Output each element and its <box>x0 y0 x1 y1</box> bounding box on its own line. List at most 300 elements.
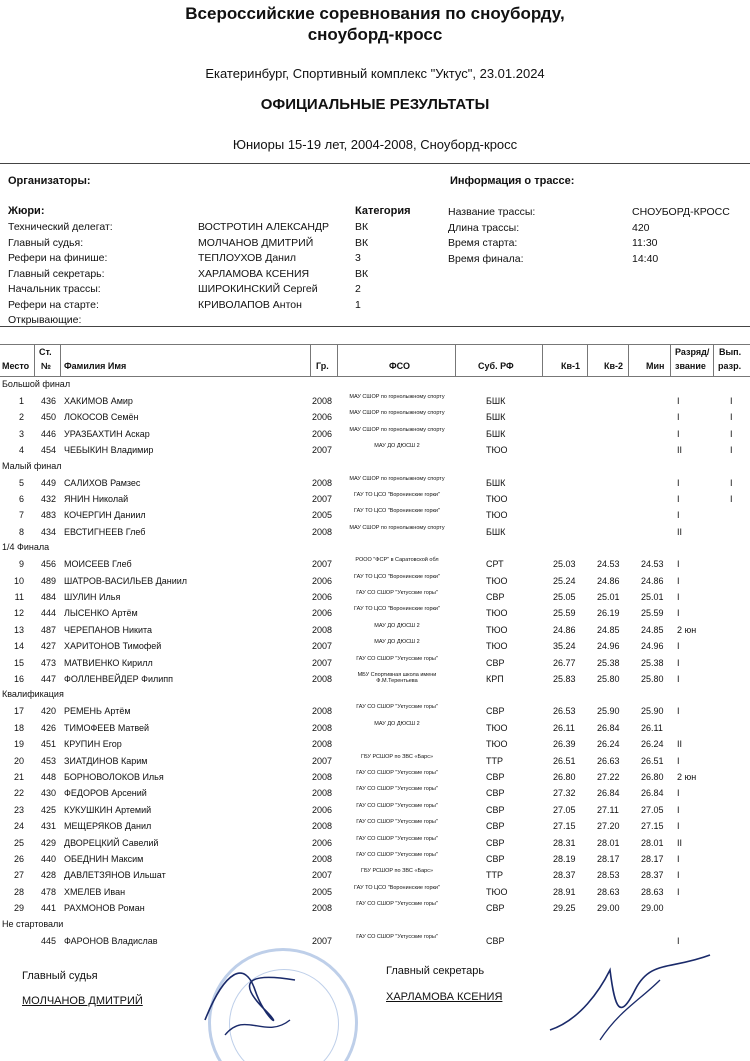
cell-year: 2006 <box>312 837 333 848</box>
cell-q2: 24.53 <box>597 559 620 570</box>
chief-judge-signature <box>195 950 315 1050</box>
cell-fso: ГАУ СО СШОР "Уктусские горы" <box>356 819 438 826</box>
cell-done: I <box>730 428 733 439</box>
cell-place: 2 <box>18 412 24 423</box>
cell-min: 26.84 <box>641 788 664 799</box>
table-row <box>0 867 750 882</box>
cell-bib: 431 <box>40 821 56 832</box>
cell-place: 26 <box>13 854 24 864</box>
cell-fso: ГАУ ТО ЦСО "Воронинские горки" <box>354 492 440 498</box>
cell-q1: 25.24 <box>553 575 576 586</box>
cell-q2: 25.90 <box>597 706 620 717</box>
col-year: Гр. <box>316 361 329 371</box>
cell-done: I <box>730 477 733 488</box>
cell-region: ТЮО <box>486 510 508 521</box>
cell-place: 27 <box>13 870 24 881</box>
cell-year: 2007 <box>312 935 333 946</box>
cell-place: 25 <box>13 837 24 848</box>
cell-q1: 25.05 <box>553 592 576 602</box>
cell-rank: 2 юн <box>677 624 697 635</box>
chief-secretary-label: Главный секретарь <box>386 965 485 977</box>
cell-min: 24.85 <box>641 624 664 635</box>
cell-name: РАХМОНОВ Роман <box>64 903 145 914</box>
cell-name: САЛИХОВ Рамзес <box>64 477 141 488</box>
cell-place: 15 <box>13 657 24 668</box>
cell-rank: I <box>677 788 680 799</box>
cell-min: 28.63 <box>641 886 664 897</box>
cell-q2: 27.22 <box>597 772 620 782</box>
cell-bib: 447 <box>40 674 56 684</box>
jury-name: ВОСТРОТИН АЛЕКСАНДР <box>198 221 330 233</box>
cell-bib: 436 <box>40 396 56 406</box>
cell-name: МОИСЕЕВ Глеб <box>64 559 132 570</box>
cell-done: I <box>730 445 733 456</box>
cell-year: 2008 <box>312 477 333 488</box>
cell-year: 2006 <box>312 428 333 439</box>
cell-fso: МБУ Спортивная школа имени Ф.М.Терентьева <box>357 672 437 684</box>
cell-region: СВР <box>486 788 505 799</box>
cell-year: 2008 <box>312 624 333 635</box>
cell-fso: МАУ СШОР по горнолыжному спорту <box>349 524 445 531</box>
cell-year: 2008 <box>312 739 333 750</box>
cell-fso: ГАУ СО СШОР "Уктусские горы" <box>356 655 438 662</box>
cell-q2: 27.11 <box>597 804 619 815</box>
cell-rank: I <box>677 870 680 881</box>
cell-region: ТТР <box>486 870 503 881</box>
cell-fso: МАУ СШОР по горнолыжному спорту <box>349 410 445 417</box>
table-row <box>0 393 750 408</box>
cell-min: 25.90 <box>641 706 664 717</box>
course-value: СНОУБОРД-КРОСС <box>632 206 730 218</box>
cell-rank: I <box>677 854 680 864</box>
cell-rank: I <box>677 755 680 766</box>
jury-role: Рефери на старте: <box>8 298 99 311</box>
group-label: Не стартовали <box>2 918 64 929</box>
cell-name: КРУПИН Егор <box>64 739 122 750</box>
col-name: Фамилия Имя <box>64 361 127 371</box>
cell-q2: 28.63 <box>597 886 620 897</box>
col-bib-2: № <box>41 361 52 371</box>
cell-rank: I <box>677 510 680 521</box>
cell-done: I <box>730 412 733 423</box>
cell-q1: 25.59 <box>553 608 576 619</box>
cell-name: ХАРИТОНОВ Тимофей <box>64 641 162 652</box>
cell-fso: МАУ СШОР по горнолыжному спорту <box>349 475 445 482</box>
jury-category: ВК <box>355 236 369 249</box>
cell-rank: I <box>677 412 680 423</box>
col-fso: ФСО <box>389 361 410 371</box>
group-label: 1/4 Финала <box>2 542 50 553</box>
cell-fso: ГАУ ТО ЦСО "Воронинские горки" <box>354 884 440 891</box>
jury-name: КРИВОЛАПОВ Антон <box>198 298 302 311</box>
group-label: Малый финал <box>2 460 62 471</box>
course-info-label: Информация о трассе: <box>450 175 575 187</box>
cell-bib: 487 <box>40 624 56 635</box>
cell-year: 2008 <box>312 674 333 684</box>
cell-bib: 449 <box>40 477 56 488</box>
cell-rank: II <box>677 837 683 848</box>
cell-name: ТИМОФЕЕВ Матвей <box>64 722 150 733</box>
cell-min: 24.96 <box>641 641 664 652</box>
table-row <box>0 720 750 735</box>
cell-q1: 29.25 <box>553 903 576 914</box>
cell-region: СВР <box>486 804 505 815</box>
cell-place: 16 <box>13 674 24 684</box>
cell-q1: 26.51 <box>553 755 576 766</box>
table-row <box>0 671 750 686</box>
cell-year: 2007 <box>312 755 333 766</box>
cell-place: 21 <box>13 772 24 782</box>
table-row <box>0 426 750 441</box>
cell-name: ОБЕДНИН Максим <box>64 854 144 864</box>
cell-q1: 26.80 <box>553 772 576 782</box>
cell-year: 2008 <box>312 706 333 717</box>
cell-region: СВР <box>486 935 505 946</box>
cell-fso: МАУ ДО ДЮСШ 2 <box>374 622 420 629</box>
cell-min: 28.37 <box>641 870 664 881</box>
cell-bib: 425 <box>40 804 56 815</box>
cell-bib: 450 <box>40 412 56 423</box>
cell-q2: 25.01 <box>597 592 620 602</box>
cell-name: ХАКИМОВ Амир <box>64 396 133 406</box>
table-row <box>0 884 750 899</box>
title-line-2: сноуборд-кросс <box>307 25 443 44</box>
course-label: Время финала: <box>448 252 524 265</box>
cell-rank: I <box>677 592 680 602</box>
cell-place: 10 <box>13 575 24 586</box>
cell-year: 2006 <box>312 412 333 423</box>
chief-secretary-signature <box>540 950 720 1050</box>
cell-rank: 2 юн <box>677 772 697 782</box>
cell-name: МАТВИЕНКО Кирилл <box>64 657 153 668</box>
cell-name: РЕМЕНЬ Артём <box>64 706 131 717</box>
cell-year: 2007 <box>312 445 333 456</box>
cell-name: БОРНОВОЛОКОВ Илья <box>64 772 164 782</box>
cell-place: 29 <box>13 903 24 914</box>
cell-year: 2008 <box>312 854 333 864</box>
col-rank-1: Разряд/ <box>675 347 710 357</box>
cell-q2: 25.38 <box>597 657 620 668</box>
cell-place: 17 <box>13 706 24 717</box>
cell-name: КУКУШКИН Артемий <box>64 804 152 815</box>
jury-category-label: Категория <box>355 205 411 217</box>
col-done-1: Вып. <box>719 347 742 357</box>
cell-year: 2007 <box>312 494 333 504</box>
table-row <box>0 442 750 457</box>
cell-min: 28.01 <box>641 837 664 848</box>
cell-year: 2006 <box>312 804 333 815</box>
jury-category: 1 <box>355 298 361 311</box>
cell-bib: 456 <box>40 559 56 570</box>
cell-bib: 483 <box>40 510 56 521</box>
table-row <box>0 753 750 768</box>
cell-fso: ГАУ ТО ЦСО "Воронинские горки" <box>354 508 440 515</box>
cell-year: 2006 <box>312 592 333 602</box>
cell-name: ЗИАТДИНОВ Карим <box>64 755 148 766</box>
cell-rank: I <box>677 608 680 619</box>
cell-year: 2007 <box>312 870 333 881</box>
cell-fso: МАУ ДО ДЮСШ 2 <box>374 639 420 646</box>
cell-bib: 451 <box>40 739 56 750</box>
cell-name: ДАВЛЕТЗЯНОВ Ильшат <box>64 870 166 881</box>
cell-q2: 28.01 <box>597 837 620 848</box>
cell-bib: 430 <box>40 788 56 799</box>
cell-name: ЧЕРЕПАНОВ Никита <box>64 624 153 635</box>
cell-name: КОЧЕРГИН Даниил <box>64 510 146 521</box>
cell-name: ШУЛИН Илья <box>64 592 121 602</box>
cell-name: ФЕДОРОВ Арсений <box>64 788 147 799</box>
cell-q2: 26.24 <box>597 739 620 750</box>
category-line: Юниоры 15-19 лет, 2004-2008, Сноуборд-кросс <box>232 137 518 152</box>
cell-region: СВР <box>486 837 505 848</box>
table-row <box>0 409 750 424</box>
cell-place: 9 <box>18 559 24 570</box>
cell-rank: I <box>677 821 680 832</box>
jury-category: ВК <box>355 221 369 233</box>
cell-fso: ГАУ СО СШОР "Уктусские горы" <box>356 852 438 858</box>
table-row <box>0 802 750 817</box>
cell-rank: I <box>677 494 680 504</box>
cell-year: 2008 <box>312 903 333 914</box>
cell-q1: 27.32 <box>553 788 576 799</box>
cell-q1: 28.37 <box>553 870 576 881</box>
course-label: Время старта: <box>448 237 518 249</box>
cell-bib: 427 <box>40 641 56 652</box>
jury-category: 2 <box>355 283 361 295</box>
table-row <box>0 507 750 522</box>
cell-fso: ГАУ СО СШОР "Уктусские горы" <box>356 704 438 711</box>
cell-min: 24.53 <box>641 559 664 570</box>
cell-min: 28.17 <box>641 854 664 864</box>
jury-category: 3 <box>355 252 361 264</box>
cell-fso: ГБУ РСШОР по ЗВС «Барс» <box>360 868 434 875</box>
cell-name: ЯНИН Николай <box>64 494 129 504</box>
cell-rank: I <box>677 706 680 717</box>
cell-region: КРП <box>486 674 504 684</box>
cell-place: 8 <box>18 526 24 537</box>
cell-name: ЧЕБЫКИН Владимир <box>64 445 154 456</box>
jury-role: Открывающие: <box>8 314 82 326</box>
table-row <box>0 475 750 490</box>
cell-fso: ГБУ РСШОР по ЗВС «Барс» <box>360 753 434 760</box>
cell-region: СВР <box>486 903 505 914</box>
cell-rank: II <box>677 526 683 537</box>
table-row <box>0 638 750 653</box>
cell-name: ФОЛЛЕНВЕЙДЕР Филипп <box>64 674 174 684</box>
cell-bib: 453 <box>40 755 56 766</box>
cell-region: СВР <box>486 706 505 717</box>
cell-name: ЛЫСЕНКО Артём <box>64 608 138 619</box>
cell-rank: II <box>677 739 683 750</box>
cell-rank: I <box>677 477 680 488</box>
cell-year: 2008 <box>312 788 333 799</box>
cell-q2: 24.85 <box>597 624 620 635</box>
cell-min: 29.00 <box>641 903 664 914</box>
cell-region: БШК <box>486 526 506 537</box>
cell-fso: ГАУ СО СШОР "Уктусские горы" <box>356 835 438 842</box>
cell-q1: 25.03 <box>553 559 576 570</box>
jury-name: ШИРОКИНСКИЙ Сергей <box>198 283 318 295</box>
cell-year: 2006 <box>312 575 333 586</box>
col-bib-1: Ст. <box>39 347 52 357</box>
table-row <box>0 769 750 784</box>
cell-min: 26.11 <box>641 722 663 733</box>
cell-region: БШК <box>486 428 506 439</box>
group-label: Большой финал <box>2 379 71 389</box>
jury-category: ВК <box>355 267 369 280</box>
cell-place: 13 <box>13 624 24 635</box>
table-row <box>0 818 750 833</box>
course-label: Название трассы: <box>448 206 536 218</box>
cell-place: 20 <box>13 755 24 766</box>
cell-min: 25.80 <box>641 674 664 684</box>
cell-min: 26.24 <box>641 739 664 750</box>
cell-fso: МАУ СШОР по горнолыжному спорту <box>349 426 445 433</box>
cell-q1: 25.83 <box>553 674 576 684</box>
cell-place: 24 <box>13 821 24 832</box>
cell-bib: 434 <box>40 526 56 537</box>
cell-place: 22 <box>13 788 24 799</box>
cell-place: 6 <box>18 494 24 504</box>
cell-fso: ГАУ СО СШОР "Уктусские горы" <box>356 786 438 793</box>
jury-name: ТЕПЛОУХОВ Данил <box>198 252 296 264</box>
cell-bib: 429 <box>40 837 56 848</box>
course-value: 11:30 <box>632 237 658 249</box>
cell-rank: I <box>677 886 680 897</box>
chief-secretary-name: ХАРЛАМОВА КСЕНИЯ <box>386 991 503 1003</box>
cell-fso: ГАУ СО СШОР "Уктусские горы" <box>356 590 438 596</box>
cell-region: ТЮО <box>486 739 508 750</box>
cell-bib: 420 <box>40 706 56 717</box>
cell-fso: МАУ ДО ДЮСШ 2 <box>374 720 420 727</box>
cell-rank: I <box>677 559 680 570</box>
cell-bib: 478 <box>40 886 56 897</box>
cell-region: ТЮО <box>486 575 508 586</box>
cell-name: ФАРОНОВ Владислав <box>64 935 158 946</box>
col-q1: Кв-1 <box>561 361 581 371</box>
cell-q2: 28.53 <box>597 870 620 881</box>
cell-fso: ГАУ СО СШОР "Уктусские горы" <box>356 802 438 809</box>
table-row <box>0 491 750 506</box>
table-row <box>0 573 750 588</box>
cell-min: 27.05 <box>641 804 664 815</box>
cell-bib: 446 <box>40 428 56 439</box>
jury-role: Технический делегат: <box>8 221 113 233</box>
table-row <box>0 589 750 604</box>
cell-year: 2008 <box>312 396 333 406</box>
cell-min: 25.01 <box>641 592 664 602</box>
course-value: 14:40 <box>632 252 659 265</box>
cell-region: СРТ <box>486 559 504 570</box>
table-row <box>0 900 750 915</box>
cell-fso: РООО "ФСР" в Саратовской обл <box>355 557 439 564</box>
cell-q1: 26.39 <box>553 739 576 750</box>
cell-q2: 26.63 <box>597 755 620 766</box>
cell-fso: ГАУ СО СШОР "Уктусские горы" <box>356 901 438 908</box>
cell-rank: I <box>677 804 680 815</box>
cell-q1: 26.11 <box>553 722 575 733</box>
divider <box>0 326 750 327</box>
cell-fso: МАУ ДО ДЮСШ 2 <box>374 443 420 450</box>
cell-region: ТЮО <box>486 641 508 652</box>
cell-q2: 26.19 <box>597 608 620 619</box>
table-row <box>0 605 750 620</box>
cell-name: ШАТРОВ-ВАСИЛЬЕВ Даниил <box>64 575 188 586</box>
cell-q2: 24.86 <box>597 575 620 586</box>
cell-bib: 473 <box>40 657 56 668</box>
cell-bib: 444 <box>40 608 56 619</box>
cell-year: 2008 <box>312 772 333 782</box>
cell-region: ТЮО <box>486 624 508 635</box>
cell-region: ТЮО <box>486 445 508 456</box>
cell-place: 12 <box>13 608 24 619</box>
cell-q1: 28.91 <box>553 886 576 897</box>
cell-place: 19 <box>13 739 24 750</box>
cell-place: 23 <box>13 804 24 815</box>
cell-q1: 28.19 <box>553 854 576 864</box>
cell-fso: ГАУ СО СШОР "Уктусские горы" <box>356 933 438 940</box>
cell-name: МЕЩЕРЯКОВ Данил <box>64 821 152 832</box>
jury-role: Начальник трассы: <box>8 283 101 295</box>
cell-region: ТЮО <box>486 886 508 897</box>
cell-region: ТЮО <box>486 608 508 619</box>
cell-place: 28 <box>13 886 24 897</box>
cell-q1: 35.24 <box>553 641 576 652</box>
cell-fso: ГАУ ТО ЦСО "Воронинские горки" <box>354 606 440 613</box>
cell-name: ДВОРЕЦКИЙ Савелий <box>64 837 159 848</box>
chief-judge-name: МОЛЧАНОВ ДМИТРИЙ <box>22 995 143 1007</box>
cell-name: ЛОКОСОВ Семён <box>64 412 139 423</box>
cell-q1: 24.86 <box>553 624 576 635</box>
cell-year: 2007 <box>312 559 333 570</box>
cell-fso: ГАУ ТО ЦСО "Воронинские горки" <box>354 573 440 580</box>
table-row <box>0 736 750 751</box>
cell-q2: 28.17 <box>597 854 620 864</box>
jury-name: ХАРЛАМОВА КСЕНИЯ <box>198 267 310 280</box>
cell-place: 1 <box>18 396 24 406</box>
group-label: Квалификация <box>2 689 64 700</box>
cell-name: ХМЕЛЕВ Иван <box>64 886 126 897</box>
cell-bib: 428 <box>40 870 56 881</box>
cell-name: УРАЗБАХТИН Аскар <box>64 428 150 439</box>
cell-bib: 432 <box>40 494 56 504</box>
col-q2: Кв-2 <box>604 361 624 371</box>
course-label: Длина трассы: <box>448 221 520 234</box>
table-row <box>0 556 750 571</box>
table-row <box>0 835 750 850</box>
jury-role: Рефери на финише: <box>8 252 108 264</box>
cell-min: 26.51 <box>641 755 664 766</box>
cell-region: СВР <box>486 854 505 864</box>
cell-region: СВР <box>486 657 505 668</box>
cell-rank: I <box>677 935 680 946</box>
table-row <box>0 851 750 866</box>
cell-bib: 441 <box>40 903 56 914</box>
col-place: Место <box>2 361 30 371</box>
cell-bib: 426 <box>40 722 56 733</box>
cell-region: БШК <box>486 396 506 406</box>
cell-q2: 25.80 <box>597 674 620 684</box>
cell-min: 25.38 <box>641 657 664 668</box>
cell-q2: 26.84 <box>597 722 620 733</box>
cell-rank: I <box>677 657 680 668</box>
cell-rank: II <box>677 445 683 456</box>
cell-rank: I <box>677 674 680 684</box>
cell-fso: МАУ СШОР по горнолыжному спорту <box>349 394 445 400</box>
cell-region: СВР <box>486 592 505 602</box>
cell-region: ТТР <box>486 755 503 766</box>
cell-year: 2008 <box>312 821 333 832</box>
